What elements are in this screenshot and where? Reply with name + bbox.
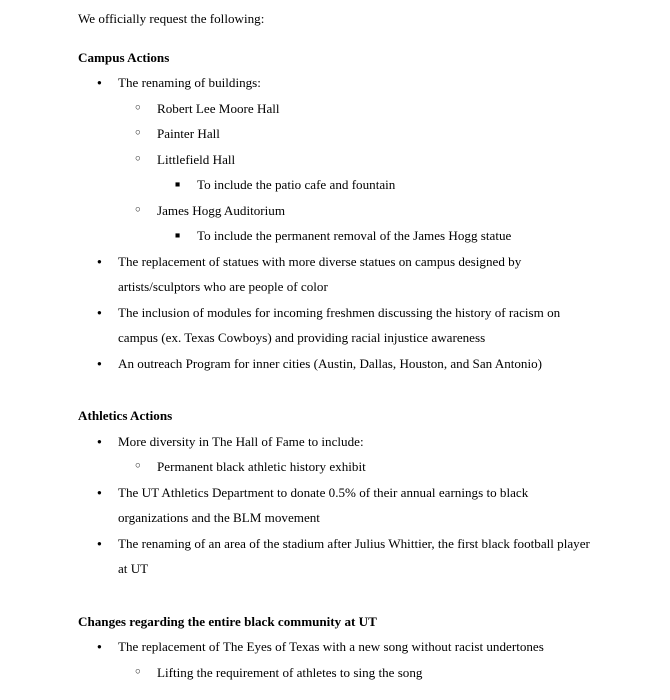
- open-bullet-icon: ○: [135, 461, 141, 471]
- square-bullet-icon: ■: [175, 230, 181, 240]
- list-item: [78, 300, 596, 351]
- list-item-text: The inclusion of modules for incoming freshmen discussing the history of racism on campus (ex. Texas Cowboys) and providing racial injustice awareness: [118, 304, 561, 345]
- open-bullet-icon: ○: [135, 128, 141, 138]
- list-item: [78, 172, 596, 198]
- list-item-text: The renaming of an area of the stadium after Julius Whittier, the first black football player at UT: [118, 535, 590, 576]
- square-bullet-icon: ■: [175, 179, 181, 189]
- intro-paragraph: We officially request the following:: [78, 11, 265, 26]
- list-item-text: Littlefield Hall: [157, 151, 236, 167]
- list-item-text: To include the permanent removal of the James Hogg statue: [197, 228, 512, 243]
- list-item-text: The replacement of statues with more diverse statues on campus designed by artists/sculptors who are people of color: [118, 253, 522, 294]
- list-item-text: Lifting the requirement of athletes to sing the song: [157, 664, 423, 680]
- filled-bullet-icon: ●: [97, 487, 102, 497]
- filled-bullet-icon: ●: [97, 642, 102, 651]
- list-item-text: An outreach Program for inner cities (Austin, Dallas, Houston, and San Antonio): [118, 355, 543, 371]
- list-item: [78, 249, 596, 300]
- list-item: [78, 223, 596, 249]
- list-item: [78, 429, 596, 455]
- list-item: [78, 121, 596, 147]
- filled-bullet-icon: ●: [97, 256, 102, 266]
- list-item: [78, 198, 596, 224]
- open-bullet-icon: ○: [135, 666, 141, 677]
- list-item: [78, 660, 596, 686]
- list-item: [78, 531, 596, 582]
- filled-bullet-icon: ●: [97, 358, 102, 368]
- section-1: [78, 45, 596, 377]
- filled-bullet-icon: ●: [97, 538, 102, 548]
- section-heading: Athletics Actions: [78, 408, 173, 423]
- list-item: [78, 70, 596, 96]
- list-item: [78, 96, 596, 122]
- list-item-text: Permanent black athletic history exhibit: [157, 459, 366, 474]
- list-item-text: Robert Lee Moore Hall: [157, 100, 280, 116]
- list-item: [78, 147, 596, 173]
- filled-bullet-icon: ●: [97, 78, 102, 87]
- list-item-text: James Hogg Auditorium: [157, 202, 286, 218]
- list-item: [78, 634, 596, 660]
- list-item-text: The replacement of The Eyes of Texas with a new song without racist undertones: [118, 639, 544, 654]
- filled-bullet-icon: ●: [97, 307, 102, 317]
- section-3: [78, 609, 596, 686]
- list-item-text: Painter Hall: [157, 126, 220, 141]
- list-item: [78, 351, 596, 377]
- list-item: [78, 454, 596, 480]
- list-item-text: The UT Athletics Department to donate 0.5% of their annual earnings to black organizations and the BLM movement: [118, 484, 529, 525]
- section-2: [78, 403, 596, 582]
- list-item-text: To include the patio cafe and fountain: [197, 177, 396, 192]
- list-item-text: More diversity in The Hall of Fame to include:: [118, 433, 364, 449]
- section-heading: Changes regarding the entire black community at UT: [78, 613, 377, 629]
- open-bullet-icon: ○: [135, 153, 141, 164]
- list-item-text: The renaming of buildings:: [118, 75, 261, 90]
- section-heading: Campus Actions: [78, 49, 170, 65]
- sections-container: [78, 45, 596, 686]
- list-item: [78, 480, 596, 531]
- filled-bullet-icon: ●: [97, 436, 102, 446]
- open-bullet-icon: ○: [135, 204, 141, 215]
- open-bullet-icon: ○: [135, 102, 141, 113]
